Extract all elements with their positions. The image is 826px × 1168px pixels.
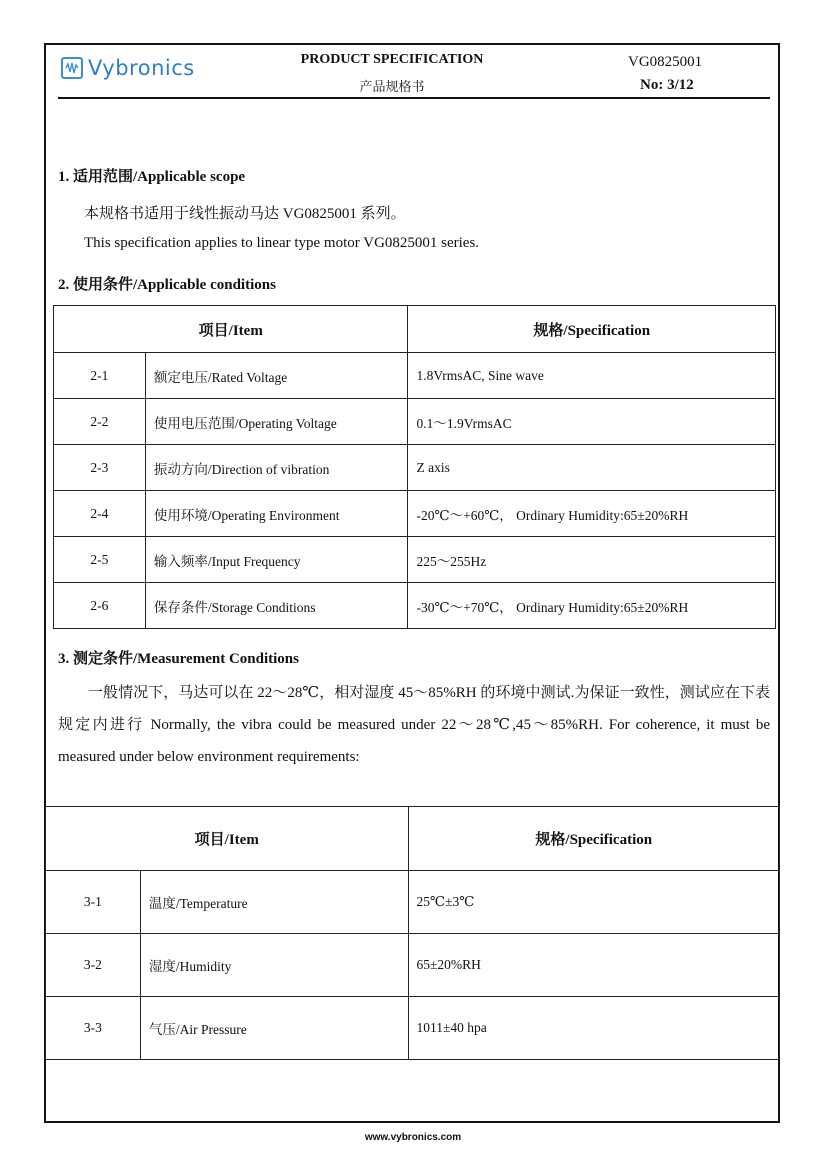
row-number: 3-2 xyxy=(46,934,141,997)
row-specification: -20℃～+60℃， Ordinary Humidity:65±20%RH xyxy=(408,491,776,537)
row-number: 2-5 xyxy=(54,537,146,583)
row-number: 3-1 xyxy=(46,871,141,934)
table-row xyxy=(46,871,780,934)
row-item: 使用电压范围/Operating Voltage xyxy=(145,399,408,445)
table-header-row xyxy=(46,807,780,871)
header-specification: 规格/Specification xyxy=(408,807,779,871)
row-specification: 1.8VrmsAC, Sine wave xyxy=(408,353,776,399)
row-specification: 1011±40 hpa xyxy=(408,997,779,1060)
row-specification: 225～255Hz xyxy=(408,537,776,583)
row-item: 温度/Temperature xyxy=(140,871,408,934)
row-item: 振动方向/Direction of vibration xyxy=(145,445,408,491)
document-subtitle: 产品规格书 xyxy=(359,79,425,94)
row-specification: -30℃～+70℃， Ordinary Humidity:65±20%RH xyxy=(408,583,776,629)
row-number: 2-1 xyxy=(54,353,146,399)
header-specification: 规格/Specification xyxy=(408,306,776,353)
row-specification: 65±20%RH xyxy=(408,934,779,997)
table-row xyxy=(54,399,776,445)
logo-text: Vybronics xyxy=(88,56,195,80)
table-row xyxy=(46,934,780,997)
waveform-icon xyxy=(61,57,83,79)
row-item: 使用环境/Operating Environment xyxy=(145,491,408,537)
row-item: 湿度/Humidity xyxy=(140,934,408,997)
row-number: 2-3 xyxy=(54,445,146,491)
document-number: VG0825001 xyxy=(628,54,703,70)
row-number: 2-2 xyxy=(54,399,146,445)
company-logo xyxy=(61,56,195,80)
table-row xyxy=(54,353,776,399)
page-number: No: 3/12 xyxy=(640,77,694,93)
row-specification: 0.1～1.9VrmsAC xyxy=(408,399,776,445)
table-row xyxy=(54,445,776,491)
table-row xyxy=(54,491,776,537)
footer-url: www.vybronics.com xyxy=(364,1132,462,1143)
document-title: PRODUCT SPECIFICATION xyxy=(300,52,484,67)
measurement-table xyxy=(45,806,780,1060)
table-row xyxy=(54,537,776,583)
section-2-heading: 2. 使用条件/Applicable conditions xyxy=(58,277,276,293)
table-row xyxy=(46,997,780,1060)
section-1-line-cn: 本规格书适用于线性振动马达 VG0825001 系列。 xyxy=(84,206,406,222)
row-number: 2-6 xyxy=(54,583,146,629)
header-divider xyxy=(58,97,770,99)
row-item: 气压/Air Pressure xyxy=(140,997,408,1060)
section-3-paragraph: 一般情况下，马达可以在 22～28℃，相对湿度 45～85%RH 的环境中测试.为保证一致性，测试应在下表规定内进行 Normally, the vibra could be measured under 22～28℃,45～85%RH. For coherence, it must be measured under below environment requirements: xyxy=(58,685,770,765)
table-header-row xyxy=(54,306,776,353)
row-item: 输入频率/Input Frequency xyxy=(145,537,408,583)
section-3-heading: 3. 测定条件/Measurement Conditions xyxy=(58,651,299,667)
row-specification: Z axis xyxy=(408,445,776,491)
row-item: 保存条件/Storage Conditions xyxy=(145,583,408,629)
table-row xyxy=(54,583,776,629)
row-number: 2-4 xyxy=(54,491,146,537)
header-item: 项目/Item xyxy=(54,306,408,353)
header-item: 项目/Item xyxy=(46,807,409,871)
section-1-heading: 1. 适用范围/Applicable scope xyxy=(58,169,246,185)
conditions-table xyxy=(53,305,776,629)
row-number: 3-3 xyxy=(46,997,141,1060)
row-specification: 25℃±3℃ xyxy=(408,871,779,934)
section-1-line-en: This specification applies to linear type motor VG0825001 series. xyxy=(84,235,480,251)
row-item: 额定电压/Rated Voltage xyxy=(145,353,408,399)
